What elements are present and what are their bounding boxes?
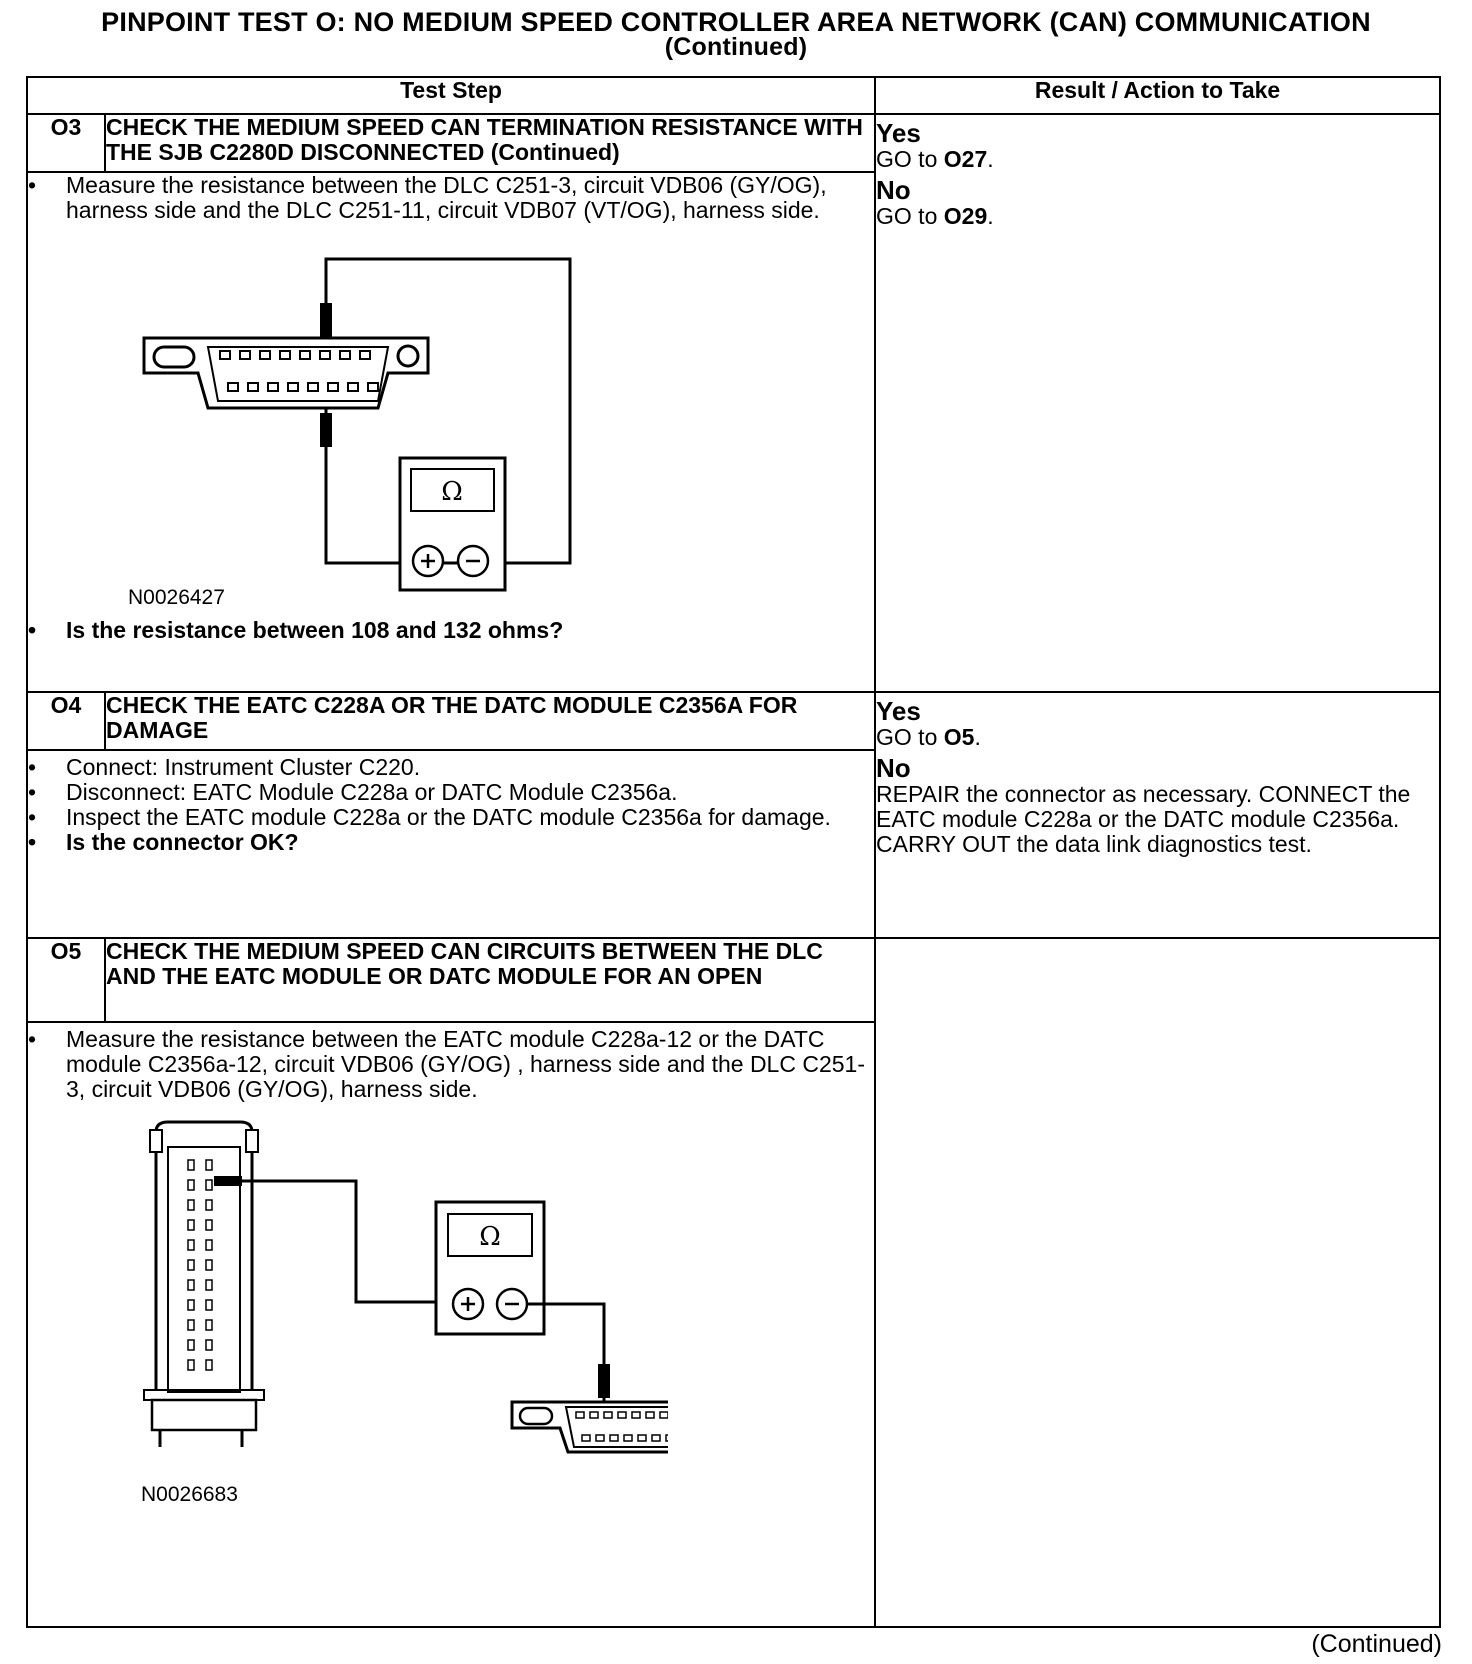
step-o5-title-row	[27, 938, 1440, 1022]
instruction-bullet: • Connect: Instrument Cluster C220.	[28, 755, 874, 780]
instruction-bullet: • Disconnect: EATC Module C228a or DATC Module C2356a.	[28, 780, 874, 805]
step-o3-title-row	[27, 114, 1440, 172]
yes-action: GO to O5.	[876, 724, 981, 750]
svg-text:Ω: Ω	[441, 477, 463, 507]
probe-icon	[598, 1364, 610, 1398]
step-title: CHECK THE EATC C228A OR THE DATC MODULE C2356A FOR DAMAGE	[105, 692, 875, 750]
goto-link[interactable]: O29	[943, 203, 988, 229]
test-step-header: Test Step	[27, 77, 875, 114]
yes-label: Yes	[876, 118, 921, 148]
eatc-dlc-figure	[28, 1102, 874, 1512]
step-number: O5	[27, 938, 105, 1022]
step-o4-result	[875, 692, 1440, 938]
test-question: • Is the resistance between 108 and 132 ohms?	[28, 618, 874, 643]
instruction-bullet: • Measure the resistance between the DLC C251-3, circuit VDB06 (GY/OG), harness side and the DLC C251-11, circuit VDB07 (VT/OG), harness side.	[28, 173, 874, 223]
continued-footer: (Continued)	[1311, 1630, 1442, 1658]
ohmmeter-icon	[436, 1202, 544, 1334]
no-action: REPAIR the connector as necessary. CONNECT the EATC module C228a or the DATC module C2356a. CARRY OUT the data link diagnostics test.	[876, 781, 1411, 857]
step-o4-title-row	[27, 692, 1440, 750]
page-title	[0, 7, 1472, 61]
instruction-bullet: • Measure the resistance between the EATC module C228a-12 or the DATC module C2356a-12, circuit VDB06 (GY/OG) , harness side and the DLC C251-3, circuit VDB06 (GY/OG), harness side.	[28, 1027, 874, 1102]
pinpoint-test-table	[26, 76, 1441, 1628]
figure-id: N0026683	[141, 1483, 238, 1506]
eatc-connector-icon	[144, 1122, 264, 1447]
no-action: GO to O29.	[876, 203, 994, 229]
eatc-meter-diagram	[28, 1102, 668, 1482]
step-number: O3	[27, 114, 105, 172]
yes-action: GO to O27.	[876, 146, 994, 172]
dlc-meter-diagram	[78, 223, 638, 618]
ohmmeter-icon	[400, 458, 505, 590]
step-number: O4	[27, 692, 105, 750]
figure-id: N0026427	[128, 586, 225, 609]
no-label: No	[876, 753, 911, 783]
probe-icon	[214, 1176, 242, 1186]
probe-icon	[320, 413, 332, 447]
dlc-resistance-figure	[28, 223, 874, 618]
dlc-connector-icon	[144, 338, 428, 408]
no-label: No	[876, 175, 911, 205]
yes-label: Yes	[876, 696, 921, 726]
dlc-connector-icon	[512, 1402, 668, 1452]
step-o4-body	[27, 750, 875, 938]
probe-icon	[320, 303, 332, 337]
step-title: CHECK THE MEDIUM SPEED CAN TERMINATION RESISTANCE WITH THE SJB C2280D DISCONNECTED (Continued)	[105, 114, 875, 172]
step-title: CHECK THE MEDIUM SPEED CAN CIRCUITS BETWEEN THE DLC AND THE EATC MODULE OR DATC MODULE FOR AN OPEN	[105, 938, 875, 1022]
goto-link[interactable]: O27	[943, 146, 988, 172]
step-o3-body	[27, 172, 875, 692]
svg-text:Ω: Ω	[479, 1222, 501, 1252]
test-question: • Is the connector OK?	[28, 830, 874, 855]
step-o5-body	[27, 1022, 875, 1627]
step-o5-result	[875, 938, 1440, 1627]
instruction-bullet: • Inspect the EATC module C228a or the DATC module C2356a for damage.	[28, 805, 874, 830]
step-o3-result	[875, 114, 1440, 692]
result-header: Result / Action to Take	[875, 77, 1440, 114]
goto-link[interactable]: O5	[943, 724, 975, 750]
title-line1: PINPOINT TEST O: NO MEDIUM SPEED CONTROLLER AREA NETWORK (CAN) COMMUNICATION	[101, 7, 1371, 37]
title-line2: (Continued)	[664, 33, 808, 61]
